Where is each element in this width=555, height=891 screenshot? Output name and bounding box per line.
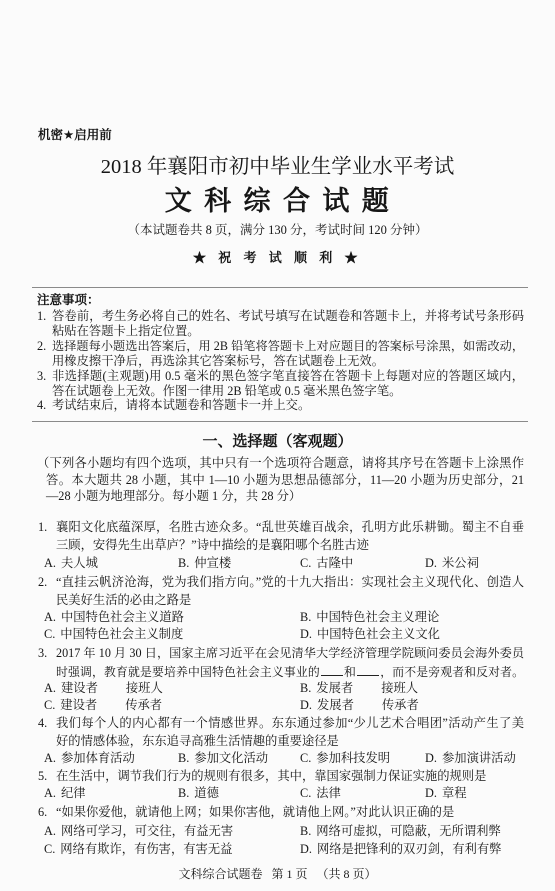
- question-5-option-c: [300, 785, 341, 801]
- option-text: 参加文化活动: [194, 751, 269, 765]
- option-text: 网络可虚拟，可隐蔽，无所谓利弊: [316, 824, 501, 838]
- question-2-number: 2.: [38, 575, 48, 589]
- stem-text-middle: 和: [343, 665, 357, 679]
- secret-mark: 机密★启用前: [38, 127, 112, 142]
- instructions-line-1: （下列各小题均有四个选项，其中只有一个选项符合题意，请将其序号在答题卡上涂黑作: [37, 456, 524, 470]
- question-2-option-d: [300, 626, 440, 642]
- option-text: 夫人城: [60, 556, 98, 570]
- question-3-option-c: [44, 697, 162, 713]
- page-footer: 文科综合试题卷 第 1 页 （共 8 页）: [178, 867, 377, 881]
- option-text: 建设者: [60, 698, 98, 712]
- question-4-option-a: [44, 750, 135, 766]
- option-text: 中国特色社会主义道路: [60, 610, 184, 624]
- notice-item-4-line-1: 考试结束后，请将本试题卷和答题卡一并上交。: [52, 398, 311, 412]
- option-text: 参加演讲活动: [441, 751, 516, 765]
- question-2-option-a: [44, 609, 184, 625]
- section-title: 一、选择题（客观题）: [202, 432, 353, 450]
- question-5-option-b: [178, 785, 219, 801]
- option-letter: A.: [44, 610, 56, 624]
- option-letter: B.: [178, 751, 190, 765]
- question-4-stem-line-2: 好的情感体验，东东追寻高雅生活情趣的重要途径是: [56, 734, 339, 748]
- option-text: 网络是把锋利的双刃剑，有利有弊: [316, 842, 502, 856]
- question-6-option-d: [300, 841, 501, 857]
- question-2-option-c: [44, 626, 183, 642]
- option-letter: D.: [425, 751, 437, 765]
- question-4-option-b: [178, 750, 268, 766]
- question-5-option-a: [44, 785, 86, 801]
- option-text: 建设者: [60, 681, 98, 695]
- option-letter: A.: [44, 786, 56, 800]
- option-text: 道德: [194, 786, 219, 800]
- option-text: 纪律: [60, 786, 86, 800]
- notice-item-3-line-2: 答在试题卷上无效。作图一律用 2B 铅笔或 0.5 毫米黑色签字笔。: [52, 384, 402, 398]
- question-6-number: 6.: [38, 805, 48, 819]
- question-6-option-c: [44, 841, 232, 857]
- option-text: 参加体育活动: [60, 751, 135, 765]
- question-2-stem-line-1: “直挂云帆济沧海，党为我们指方向。”党的十九大指出：实现社会主义现代化、创造人: [56, 575, 524, 589]
- question-4-option-d: [425, 750, 516, 766]
- question-2-stem-line-2: 民美好生活的必由之路是: [56, 593, 192, 607]
- instructions-line-2: 答。本大题共 28 小题，其中 1—10 小题为思想品德部分，11—20 小题为历史部分，21: [46, 473, 524, 487]
- option-letter: C.: [44, 627, 56, 641]
- option-letter: D.: [300, 627, 312, 641]
- question-4-stem-line-1: 我们每个人的内心都有一个情感世界。东东通过参加“少儿艺术合唱团”活动产生了美: [56, 716, 524, 730]
- option-letter: A.: [44, 556, 56, 570]
- question-1-number: 1.: [38, 520, 48, 534]
- option-text: 中国特色社会主义文化: [316, 627, 440, 641]
- question-3-option-d: [300, 697, 419, 713]
- good-luck-wish: ★ 祝 考 试 顺 利 ★: [192, 250, 362, 265]
- question-1-option-a: [44, 555, 98, 571]
- option-letter: B.: [300, 824, 312, 838]
- option-letter: D.: [425, 786, 437, 800]
- option-letter: B.: [178, 556, 190, 570]
- question-6-option-b: [300, 823, 501, 839]
- divider-bottom: [32, 421, 528, 422]
- option-text: 网络可学习，可交往，有益无害: [60, 824, 234, 838]
- option-text-second: 接班人: [125, 681, 163, 695]
- question-5-option-d: [425, 785, 467, 801]
- notice-heading: 注意事项：: [37, 292, 100, 307]
- notice-item-2-number: 2.: [37, 339, 47, 353]
- question-1-stem-line-2: 三顾，安得先生出草庐？”诗中描绘的是襄阳哪个名胜古迹: [56, 538, 369, 552]
- question-3-option-b: [300, 680, 418, 696]
- question-5-stem-line-1: 在生活中，调节我们行为的规则有很多，其中，靠国家强制力保证实施的规则是: [56, 769, 487, 783]
- option-text: 古隆中: [316, 556, 354, 570]
- option-text: 章程: [441, 786, 467, 800]
- option-text-second: 接班人: [381, 681, 419, 695]
- subject-title: 文 科 综 合 试 题: [164, 186, 391, 217]
- option-letter: C.: [300, 786, 312, 800]
- option-letter: C.: [44, 698, 56, 712]
- fill-blank-2: [357, 663, 379, 676]
- option-letter: B.: [300, 681, 312, 695]
- option-text: 网络有欺诈，有伤害，有害无益: [60, 842, 233, 856]
- option-text-second: 传承者: [381, 698, 419, 712]
- question-3-stem-line-2: [56, 663, 524, 680]
- option-letter: C.: [300, 751, 312, 765]
- question-4-number: 4.: [38, 716, 48, 730]
- notice-item-3-line-1: 非选择题(主观题)用 0.5 毫米的黑色签字笔直接答在答题卡上每题对应的答题区域内，: [52, 369, 524, 383]
- option-text: 米公祠: [441, 556, 479, 570]
- option-letter: C.: [300, 556, 312, 570]
- option-text: 中国特色社会主义制度: [60, 627, 184, 641]
- question-5-number: 5.: [38, 769, 48, 783]
- option-text: 参加科技发明: [316, 751, 391, 765]
- option-letter: B.: [178, 786, 190, 800]
- option-letter: B.: [300, 610, 312, 624]
- notice-item-2-line-1: 选择题每小题选出答案后，用 2B 铅笔将答题卡上对应题目的答案标号涂黑，如需改动，: [52, 339, 524, 353]
- option-text: 法律: [316, 786, 341, 800]
- notice-item-4-number: 4.: [37, 398, 47, 412]
- option-letter: A.: [44, 751, 56, 765]
- option-letter: D.: [425, 556, 437, 570]
- question-6-stem-line-1: “如果你爱他，就请他上网；如果你害他，就请他上网。”对此认识正确的是: [56, 805, 455, 819]
- question-3-option-a: [44, 680, 163, 696]
- notice-item-2-line-2: 用橡皮擦干净后，再选涂其它答案标号，答在试题卷上无效。: [52, 354, 385, 368]
- question-1-option-b: [178, 555, 231, 571]
- question-4-option-c: [300, 750, 390, 766]
- question-1-stem-line-1: 襄阳文化底蕴深厚，名胜古迹众多。“乱世英雄百战余，孔明方此乐耕锄。蜀主不自垂: [56, 520, 524, 534]
- option-text-second: 传承者: [125, 698, 163, 712]
- question-3-number: 3.: [38, 646, 48, 660]
- option-letter: D.: [300, 842, 312, 856]
- exam-info: （本试题卷共 8 页，满分 130 分，考试时间 120 分钟）: [127, 223, 428, 237]
- question-2-option-b: [300, 609, 439, 625]
- question-6-option-a: [44, 823, 233, 839]
- instructions-line-3: —28 小题为地理部分。每小题 1 分，共 28 分）: [46, 489, 302, 503]
- exam-title: 2018 年襄阳市初中毕业生学业水平考试: [100, 156, 455, 178]
- fill-blank-1: [321, 663, 343, 676]
- question-1-option-c: [300, 555, 353, 571]
- option-letter: D.: [300, 698, 312, 712]
- option-letter: A.: [44, 681, 56, 695]
- option-text: 发展者: [316, 698, 354, 712]
- question-1-option-d: [425, 555, 479, 571]
- option-text: 中国特色社会主义理论: [316, 610, 440, 624]
- option-text: 发展者: [316, 681, 354, 695]
- notice-item-3-number: 3.: [37, 369, 47, 383]
- notice-item-1-line-2: 粘贴在答题卡上指定位置。: [52, 324, 200, 338]
- notice-item-1-number: 1.: [37, 309, 47, 323]
- divider-top: [32, 287, 528, 288]
- option-letter: C.: [44, 842, 56, 856]
- option-text: 仲宣楼: [194, 556, 232, 570]
- option-letter: A.: [44, 824, 56, 838]
- stem-text-after: ，而不是旁观者和反对者。: [380, 665, 525, 679]
- question-3-stem-line-1: 2017 年 10 月 30 日，国家主席习近平在会见清华大学经济管理学院顾问委员会海外委员: [56, 646, 524, 660]
- notice-item-1-line-1: 答卷前，考生务必将自己的姓名、考试号填写在试题卷和答题卡上，并将考试号条形码: [52, 309, 524, 323]
- stem-text-before: 时强调，教育就是要培养中国特色社会主义事业的: [56, 665, 320, 679]
